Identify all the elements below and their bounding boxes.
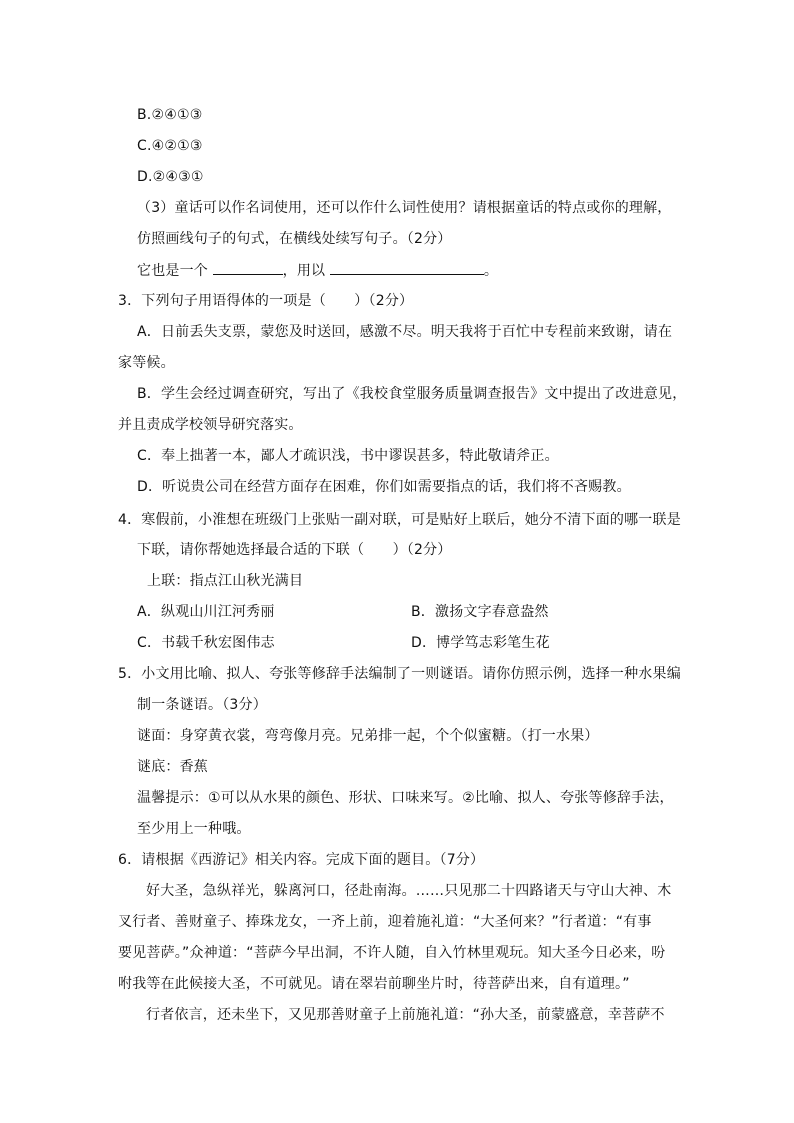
blank-field-2[interactable] [330, 260, 484, 275]
q3-option-c: C．奉上拙著一本，鄙人才疏识浅，书中谬误甚多，特此敬请斧正。 [137, 448, 559, 464]
q3-option-d: D．听说贵公司在经营方面存在困难，你们如需要指点的话，我们将不吝赐教。 [137, 479, 631, 495]
q3-option-a-line2: 家等候。 [118, 355, 175, 371]
option-b: B.②④①③ [137, 107, 203, 123]
subquestion-3-line1: （3）童话可以作名词使用，还可以作什么词性使用？请根据童话的特点或你的理解， [137, 200, 672, 216]
question-5-stem-line1: 5．小文用比喻、拟人、夸张等修辞手法编制了一则谜语。请你仿照示例，选择一种水果编 [118, 666, 681, 682]
option-d: D.②④③① [137, 169, 204, 185]
question-4-stem-line1: 4．寒假前，小淮想在班级门上张贴一副对联，可是贴好上联后，她分不清下面的哪一联是 [118, 512, 681, 528]
subquestion-3-line2: 仿照画线句子的句式，在横线处续写句子。（2分） [137, 231, 452, 247]
tip-line2: 至少用上一种哦。 [137, 821, 251, 837]
q3-option-b-line1: B．学生会经过调查研究，写出了《我校食堂服务质量调查报告》文中提出了改进意见， [137, 386, 687, 402]
passage-p1-line1: 好大圣，急纵祥光，躲离河口，径赴南海。……只见那二十四路诸天与守山大神、木 [146, 883, 672, 899]
option-c: C.④②①③ [137, 138, 203, 154]
fill-in-sentence [137, 260, 498, 281]
q3-option-b-line2: 并且责成学校领导研究落实。 [118, 417, 303, 433]
question-6-stem: 6．请根据《西游记》相关内容。完成下面的题目。（7分） [118, 852, 485, 868]
fill-part2: ，用以 [282, 263, 326, 279]
question-4-stem-line2: 下联，请你帮她选择最合适的下联（ ）（2分） [137, 542, 452, 558]
passage-p2-line1: 行者依言，还未坐下，又见那善财童子上前施礼道：“孙大圣，前蒙盛意，幸菩萨不 [146, 1007, 665, 1023]
question-3-stem: 3．下列句子用语得体的一项是（ ）（2分） [118, 293, 414, 309]
passage-p1-line4: 咐我等在此候接大圣，不可就见。请在翠岩前聊坐片时，待菩萨出来，自有道理。” [118, 976, 630, 992]
upper-couplet: 上联：指点江山秋光满目 [147, 573, 304, 589]
question-5-stem-line2: 制一条谜语。（3分） [137, 697, 267, 713]
q4-option-a: A．纵观山川江河秀丽 [137, 604, 275, 620]
fill-end: 。 [483, 263, 499, 279]
q4-option-b: B．激扬文字春意盎然 [411, 604, 549, 620]
passage-p1-line3: 要见菩萨。”众神道：“菩萨今早出洞，不许人随，自入竹林里观玩。知大圣今日必来，吩 [118, 945, 666, 961]
tip-line1: 温馨提示：①可以从水果的颜色、形状、口味来写。②比喻、拟人、夸张等修辞手法， [137, 790, 674, 806]
fill-part1: 它也是一个 [137, 263, 208, 279]
blank-field-1[interactable] [213, 260, 283, 275]
q4-option-d: D．博学笃志彩笔生花 [411, 635, 550, 651]
riddle-answer: 谜底：香蕉 [137, 759, 208, 775]
q4-option-c: C．书载千秋宏图伟志 [137, 635, 275, 651]
passage-p1-line2: 叉行者、善财童子、捧珠龙女，一齐上前，迎着施礼道：“大圣何来？”行者道：“有事 [118, 914, 652, 930]
riddle-text: 谜面：身穿黄衣裳，弯弯像月亮。兄弟排一起，个个似蜜糖。（打一水果） [137, 728, 599, 744]
q3-option-a-line1: A．日前丢失支票，蒙您及时送回，感激不尽。明天我将于百忙中专程前来致谢，请在 [137, 324, 673, 340]
